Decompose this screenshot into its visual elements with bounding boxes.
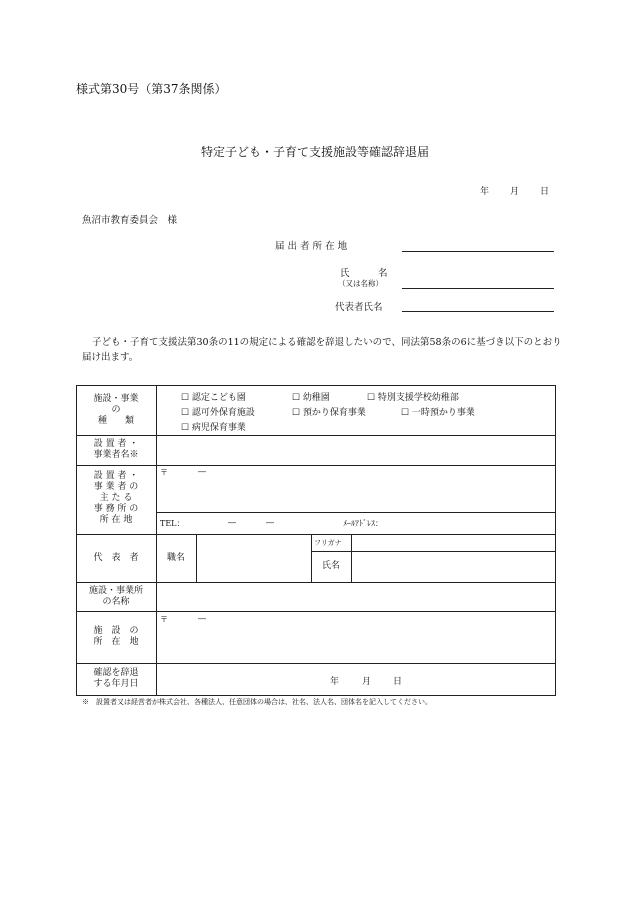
postal-mark: 〒 [160, 468, 168, 477]
applicant-name-label: 氏 名 [340, 268, 388, 279]
date-month-label: 月 [510, 187, 520, 197]
form-number: 様式第30号（第37条関係） [76, 82, 227, 96]
facility-address-label: 施 設 の 所 在 地 [93, 626, 139, 647]
withdraw-year: 年 [330, 677, 340, 687]
rep-name-label: 氏名 [321, 561, 340, 571]
facility-name-label: 施設・事業所 の名称 [88, 586, 143, 607]
tel-dash-2: ― [266, 518, 274, 527]
footnote: ※ 設置者又は経営者が株式会社、各種法人、任意団体の場合は、社名、法人名、団体名を記入してください。 [82, 698, 432, 706]
operator-name-label: 設 置 者 ・ 事業者名※ [93, 439, 139, 460]
tel-label: TEL： [160, 519, 185, 528]
facility-name-field[interactable] [157, 583, 555, 610]
withdraw-day: 日 [393, 677, 403, 687]
checkbox-byoji-hoiku[interactable]: ☐ 病児保育事業 [181, 423, 246, 433]
addressee: 魚沼市教育委員会 様 [82, 215, 178, 226]
position-field[interactable] [197, 535, 310, 581]
checkbox-tokubetsu-shien[interactable]: ☐ 特別支援学校幼稚部 [367, 393, 459, 403]
postal-dash: ― [198, 467, 206, 476]
rep-name-field[interactable] [352, 552, 555, 581]
applicant-address-line[interactable] [402, 251, 554, 252]
date-year-label: 年 [480, 187, 490, 197]
date-day-label: 日 [540, 187, 550, 197]
operator-address-label: 設 置 者 ・ 事 業 者 の 主 た る 事 務 所 の 所 在 地 [93, 471, 139, 525]
checkbox-azukari-hoiku[interactable]: ☐ 預かり保育事業 [292, 408, 366, 418]
checkbox-ichiji-azukari[interactable]: ☐ 一時預かり事業 [401, 408, 475, 418]
applicant-rep-line[interactable] [402, 311, 554, 312]
statement-text: 子ども・子育て支援法第30条の11の規定による確認を辞退したいので、同法第58条の6に基づき以下のとおり届け出ます。 [82, 337, 562, 363]
operator-name-field[interactable] [157, 436, 555, 464]
applicant-name-line[interactable] [402, 288, 554, 289]
mail-label: ﾒｰﾙｱﾄﾞﾚｽ： [343, 519, 383, 528]
checkbox-nintei-kodomoen[interactable]: ☐ 認定こども園 [181, 393, 246, 403]
applicant-rep-label: 代表者氏名 [335, 302, 383, 313]
withdraw-month: 月 [362, 677, 372, 687]
tel-dash-1: ― [228, 518, 236, 527]
checkbox-youchien[interactable]: ☐ 幼稚園 [292, 393, 330, 403]
furigana-label: フリガナ [314, 539, 342, 547]
document-title: 特定子ども・子育て支援施設等確認辞退届 [200, 145, 429, 159]
applicant-name-sublabel: （又は名称） [338, 279, 383, 288]
facility-type-label: 施設・事業 の 種 類 [93, 394, 139, 426]
position-label: 職名 [166, 553, 185, 563]
facility-postal-dash: ― [198, 614, 206, 623]
facility-postal-mark: 〒 [160, 615, 168, 624]
checkbox-ninkagai-hoiku[interactable]: ☐ 認可外保育施設 [181, 408, 255, 418]
withdraw-date-label: 確認を辞退 する年月日 [93, 668, 139, 689]
applicant-address-label: 届 出 者 所 在 地 [275, 241, 348, 252]
representative-label: 代 表 者 [93, 553, 139, 563]
